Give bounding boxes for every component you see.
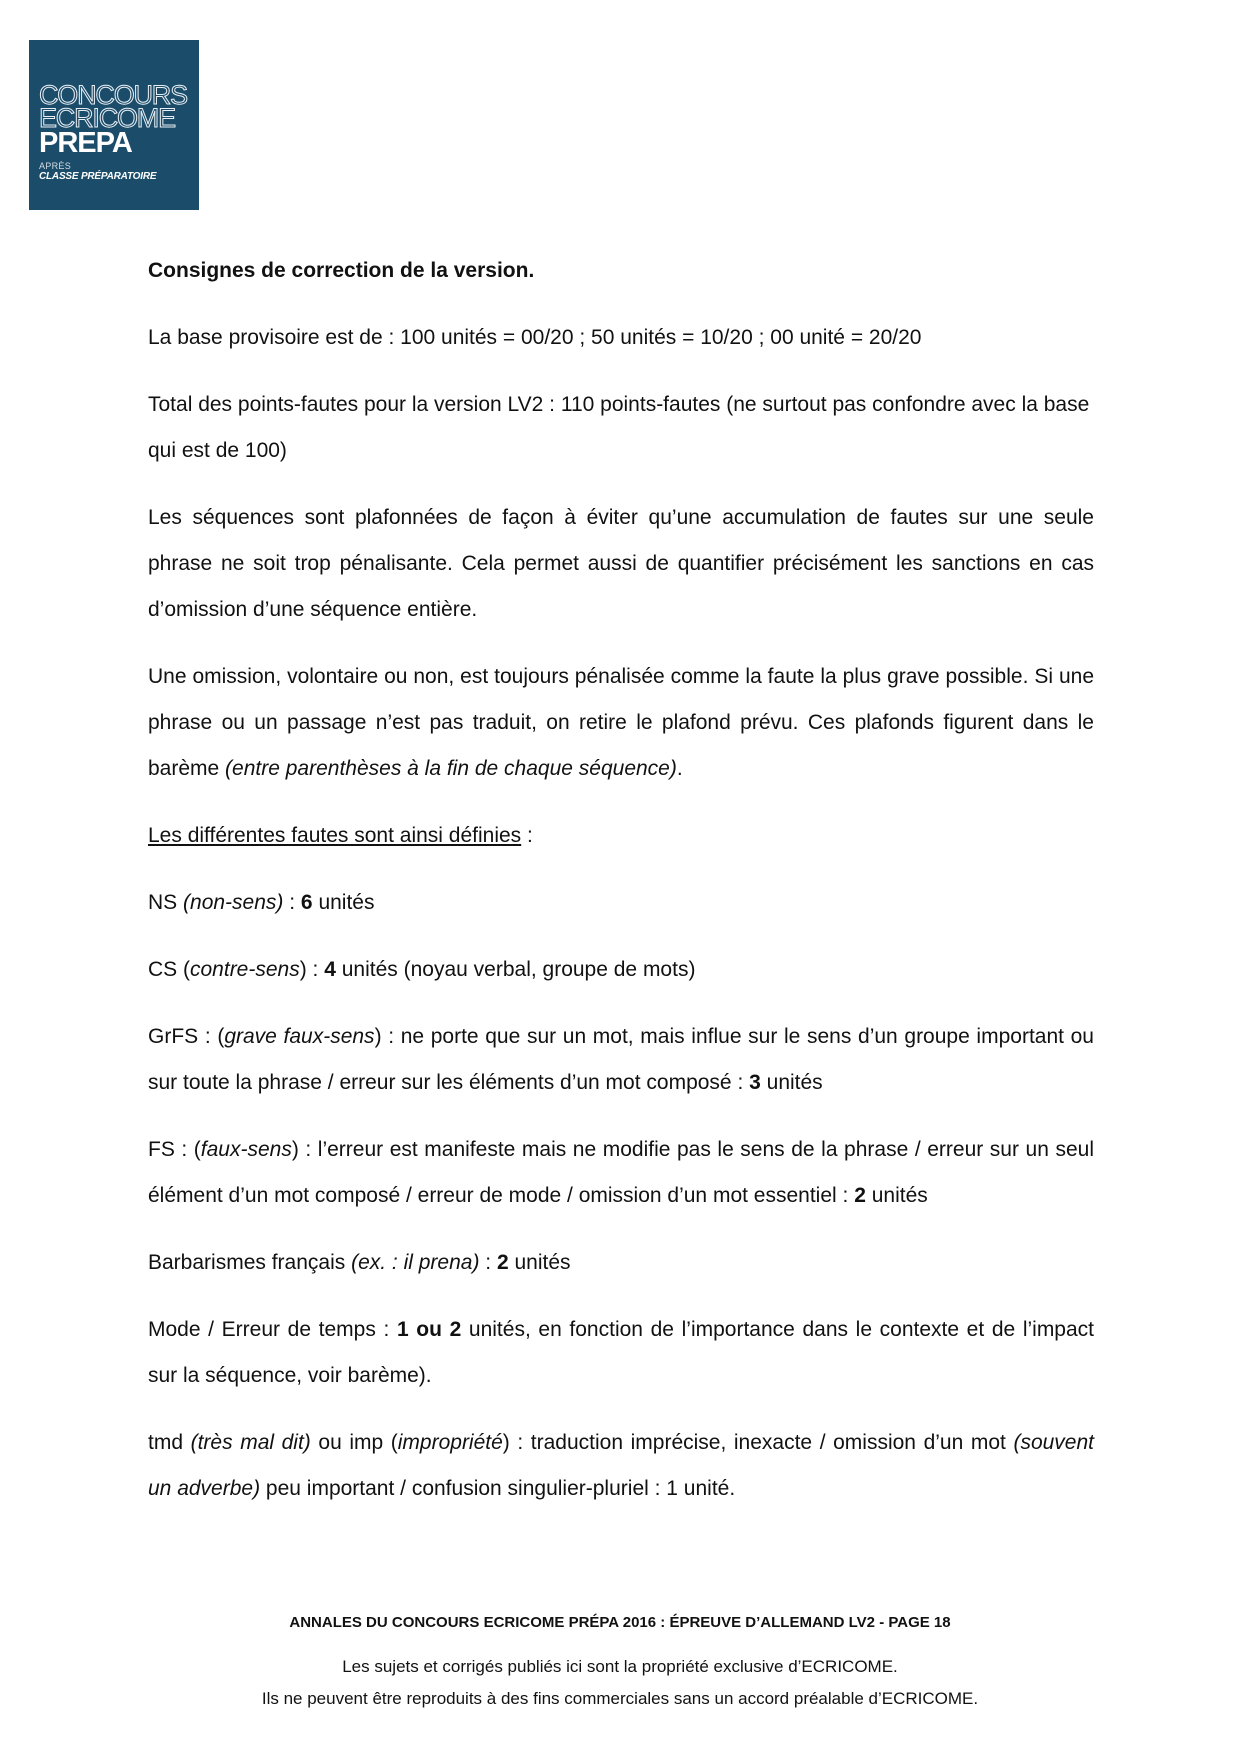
fault-grfs-points: 3 [749,1071,761,1094]
fault-fs [148,1127,1094,1219]
logo-line-apres: APRÈS [39,161,72,171]
page-title: Consignes de correction de la version. [148,259,535,282]
fault-ns-italic: (non-sens) [183,891,284,914]
fault-mode-label: Mode / Erreur de temps : [148,1318,397,1341]
fault-ns-label: NS [148,891,184,914]
fault-tmd-italic: (très mal dit) [190,1431,311,1454]
fault-cs-desc: unités (noyau verbal, groupe de mots) [335,958,696,981]
omission-end: . [676,757,683,780]
fault-cs-label: CS ( [148,958,190,981]
fault-barb-sep: : [479,1251,497,1274]
footer-line-2: Ils ne peuvent être reproduits à des fins commerciales sans un accord préalable d’ECRICOME. [261,1689,979,1708]
fault-barb-unit: unités [508,1251,571,1274]
fault-mode-desc: unités, en fonction de l’importance dans le contexte et de l’impact sur la séquence, voir barème). [148,1318,1095,1387]
fault-fs-unit: unités [865,1184,928,1207]
fault-tmd-label: tmd [148,1431,191,1454]
fault-ns-points: 6 [300,891,313,914]
fault-tmd-desc: ) : traduction imprécise, inexacte / omission d’un mot [502,1431,1014,1454]
fault-mode [148,1307,1094,1399]
fault-barb-label: Barbarismes français [148,1251,352,1274]
fault-mode-points: 1 ou 2 [396,1318,462,1341]
omission-text: Une omission, volontaire ou non, est toujours pénalisée comme la faute la plus grave possible. Si une phrase ou un passage n’est pas traduit, on retire le plafond prévu. Ces plafonds figurent dans le barème [148,665,1094,780]
fault-fs-desc: ) : l’erreur est manifeste mais ne modifie pas le sens de la phrase / erreur sur un seul élément d’un mot composé / erreur de mode / omission d’un mot essentiel : [148,1138,1094,1207]
ecricome-logo [29,40,199,210]
fault-ns-unit: unités [312,891,375,914]
fault-barb-points: 2 [496,1251,509,1274]
fault-cs-sep: ) : [299,958,325,981]
fault-tmd [148,1420,1094,1512]
fault-grfs-desc: ) : ne porte que sur un mot, mais influe sur le sens d’un groupe important ou sur toute la phrase / erreur sur les éléments d’un mot composé : [148,1025,1094,1094]
fault-fs-italic: faux-sens [200,1138,292,1161]
fault-tmd-italic-3: (souvent un adverbe) [148,1431,1094,1500]
logo-line-prepa: PREPA [39,127,132,159]
omission-italic: (entre parenthèses à la fin de chaque séquence) [225,757,677,780]
sequences-paragraph: Les séquences sont plafonnées de façon à éviter qu’une accumulation de fautes sur une seule phrase ne soit trop pénalisante. Cela permet aussi de quantifier précisément les sanctions en cas d’omission d’une séquence entière. [148,506,1094,621]
fault-fs-label: FS : ( [148,1138,201,1161]
logo-line-classe-preparatoire: CLASSE PRÉPARATOIRE [39,171,157,182]
total-paragraph: Total des points-fautes pour la version LV2 : 110 points-fautes (ne surtout pas confondre avec la base qui est de 100) [148,393,1090,462]
document-body [148,248,1094,1533]
fault-fs-points: 2 [854,1184,866,1207]
fault-ns-sep: : [283,891,301,914]
fault-cs [148,947,1094,993]
logo-line-ecricome: ECRICOME [39,103,175,133]
omission-paragraph [148,654,1094,792]
fautes-heading-underlined: Les différentes fautes sont ainsi définies [148,824,522,847]
fault-grfs [148,1014,1094,1106]
fault-barb-italic: (ex. : il prena) [351,1251,480,1274]
fault-ns [148,880,1094,926]
fault-cs-italic: contre-sens [190,958,300,981]
fault-barbarismes [148,1240,1094,1286]
fautes-heading [148,813,1094,859]
base-paragraph: La base provisoire est de : 100 unités = 00/20 ; 50 unités = 10/20 ; 00 unité = 20/20 [148,326,922,349]
fault-cs-points: 4 [324,958,336,981]
fault-tmd-italic-2: impropriété [397,1431,503,1454]
fault-grfs-label: GrFS : ( [148,1025,225,1048]
footer-line-1: Les sujets et corrigés publiés ici sont la propriété exclusive d’ECRICOME. [342,1657,898,1676]
fault-tmd-end: peu important / confusion singulier-pluriel : 1 unité. [260,1477,736,1500]
fault-tmd-sep: ou imp ( [310,1431,398,1454]
logo-line-concours: CONCOURS [39,80,187,110]
fault-grfs-italic: grave faux-sens [224,1025,375,1048]
footer-title: ANNALES DU CONCOURS ECRICOME PRÉPA 2016 : ÉPREUVE D’ALLEMAND LV2 - PAGE 18 [289,1614,951,1631]
fault-grfs-unit: unités [760,1071,823,1094]
fautes-heading-suffix: : [521,824,533,847]
